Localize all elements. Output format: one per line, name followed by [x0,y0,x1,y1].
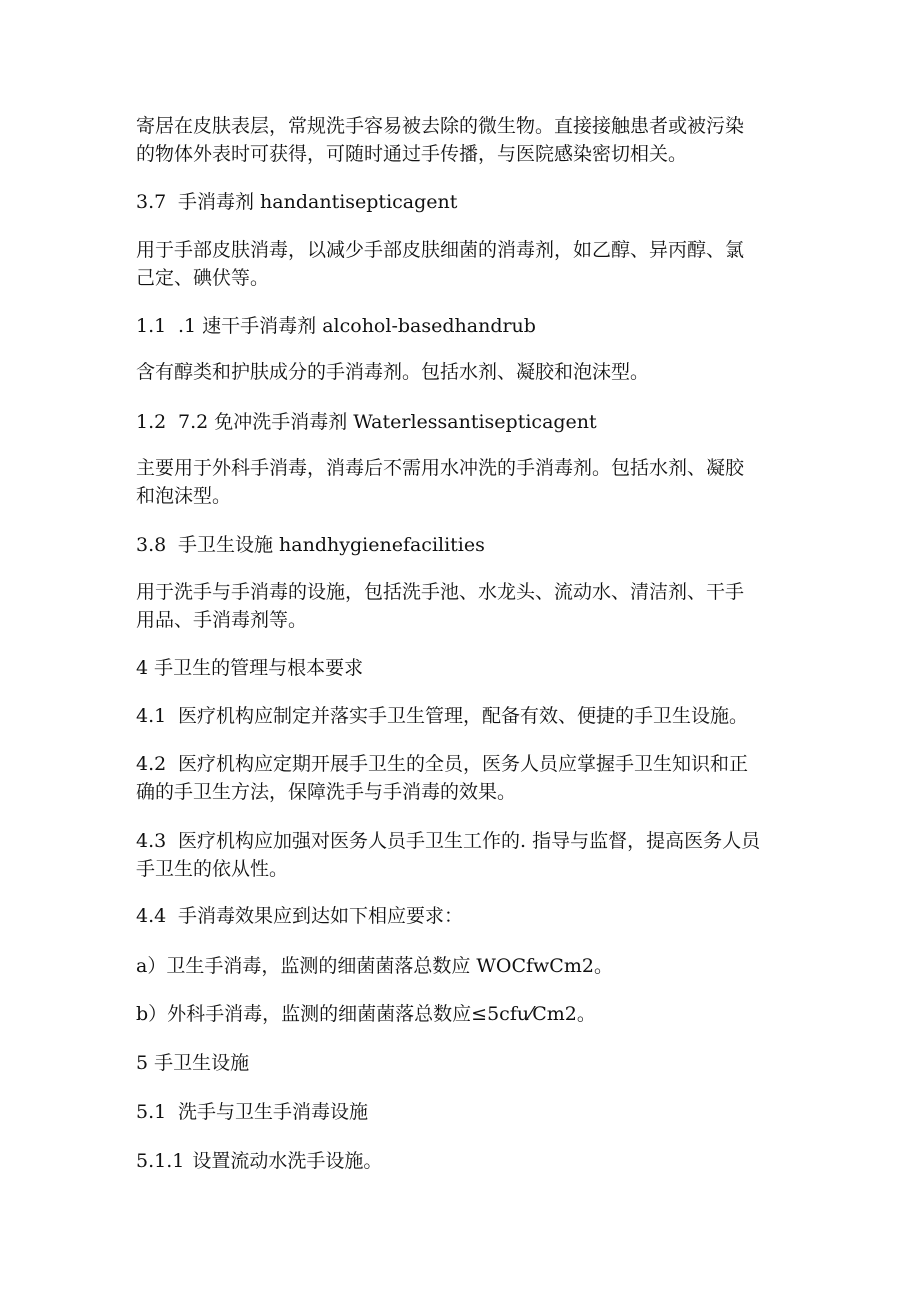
section-heading-3-7 [136,188,796,216]
paragraph-resident-flora [136,112,796,168]
clause-number: 4.1 [136,705,167,727]
text-line: 医疗机构应制定并落实手卫生管理，配备有效、便捷的手卫生设施。 [178,705,749,727]
chapter-heading-4 [136,654,796,682]
chapter-title: 5 手卫生设施 [136,1052,250,1074]
section-number: 5.1.1 [136,1150,185,1172]
section-number: 3.8 [136,534,167,556]
section-heading-3-8 [136,531,796,559]
item-b [136,1000,796,1028]
chapter-heading-5 [136,1049,796,1077]
text-line: 用于洗手与手消毒的设施，包括洗手池、水龙头、流动水、清洁剂、干手 [136,581,745,603]
text-line: 含有醇类和护肤成分的手消毒剂。包括水剂、凝胶和泡沫型。 [136,361,650,383]
clause-4-4 [136,902,796,930]
section-title: 手卫生设施 handhygienefacilities [178,534,485,556]
text-line: b）外科手消毒，监测的细菌菌落总数应≤5cfu⁄Cm2。 [136,1003,596,1025]
section-heading-1-2 [136,408,796,436]
section-number: 1.2 [136,411,167,433]
section-number: 3.7 [136,191,167,213]
text-line: 用于手部皮肤消毒，以减少手部皮肤细菌的消毒剂，如乙醇、异丙醇、氯 [136,239,745,261]
paragraph-alcohol-rub [136,358,796,386]
text-line: 医疗机构应加强对医务人员手卫生工作的. 指导与监督，提高医务人员 [178,830,761,852]
section-title: 7.2 免冲洗手消毒剂 Waterlessantisepticagent [178,411,597,433]
clause-number: 4.4 [136,905,167,927]
paragraph-waterless [136,454,796,510]
text-line: 和泡沫型。 [136,485,232,507]
paragraph-hand-antiseptic [136,236,796,292]
section-heading-1-1 [136,312,796,340]
text-line: 医疗机构应定期开展手卫生的全员，医务人员应掌握手卫生知识和正 [178,753,749,775]
chapter-title: 4 手卫生的管理与根本要求 [136,657,364,679]
text-line: 确的手卫生方法，保障洗手与手消毒的效果。 [136,781,517,803]
clause-4-2 [136,750,796,806]
text-line: 寄居在皮肤表层，常规洗手容易被去除的微生物。直接接触患者或被污染 [136,115,745,137]
section-title: 洗手与卫生手消毒设施 [178,1101,369,1123]
text-line: 的物体外表时可获得，可随时通过手传播，与医院感染密切相关。 [136,143,688,165]
text-line: 主要用于外科手消毒，消毒后不需用水冲洗的手消毒剂。包括水剂、凝胶 [136,457,745,479]
section-number: 5.1 [136,1101,167,1123]
section-heading-5-1-1 [136,1147,796,1175]
section-title: 设置流动水洗手设施。 [192,1150,383,1172]
clause-4-3 [136,827,796,883]
text-line: 己定、碘伏等。 [136,267,270,289]
section-heading-5-1 [136,1098,796,1126]
item-a [136,952,796,980]
clause-4-1 [136,702,796,730]
section-number: 1.1 [136,315,167,337]
text-line: 用品、手消毒剂等。 [136,609,308,631]
clause-number: 4.2 [136,753,167,775]
clause-number: 4.3 [136,830,167,852]
text-line: a）卫生手消毒，监测的细菌菌落总数应 WOCfwCm2。 [136,955,613,977]
section-title: 手消毒剂 handantisepticagent [178,191,458,213]
text-line: 手消毒效果应到达如下相应要求： [178,905,464,927]
paragraph-facilities [136,578,796,634]
section-title: .1 速干手消毒剂 alcohol-basedhandrub [178,315,536,337]
text-line: 手卫生的依从性。 [136,858,289,880]
